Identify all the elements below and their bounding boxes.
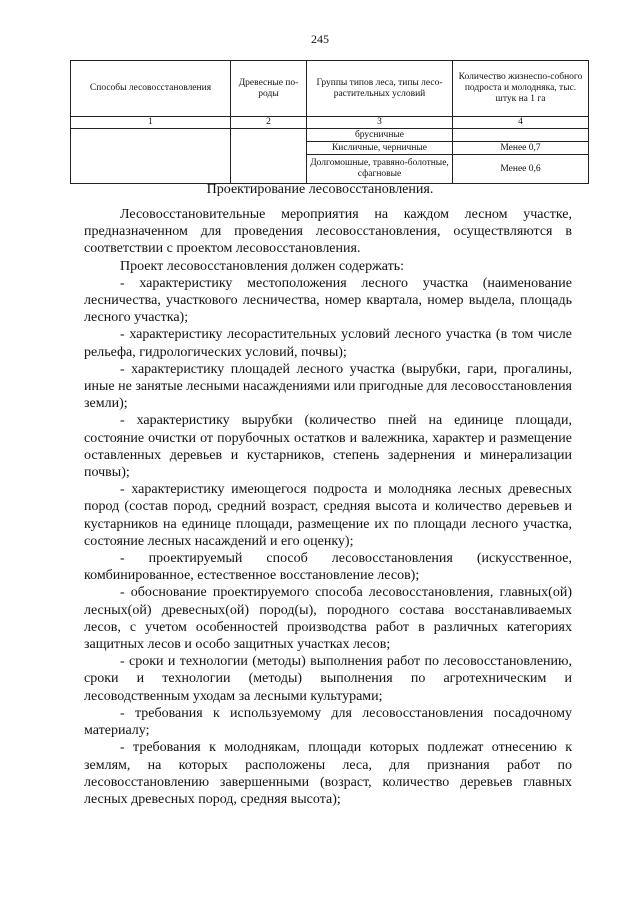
table-cell-count [453,129,589,142]
list-item: - требования к молоднякам, площади которых подлежат отнесению к землям, на которых расположены леса, для признания работ по лесовосстановлению завершенными (возраст, количество деревьев главных лесных древесных пород, средняя высота); [84,740,572,807]
document-body [84,206,572,808]
column-number: 2 [231,117,307,129]
column-number: 4 [453,117,589,129]
table-row [71,129,589,142]
table-cell-count: Менее 0,7 [453,142,589,155]
paragraph: Лесовосстановительные мероприятия на каждом лесном участке, предназначенном для проведения лесовосстановления, осуществляются в соответствии с проектом лесовосстановления. [84,207,572,257]
table-cell-empty [71,129,231,184]
list-item: - обоснование проектируемого способа лесовосстановления, главных(ой) лесных(ой) древесных(ой) пород(ы), породного состава восстанавливаемых лесов, с учетом особенностей производства работ в различных категориях защитных лесов и особо защитных участках лесов; [84,585,572,653]
table-cell-count: Менее 0,6 [453,155,589,184]
reforestation-table [70,60,589,184]
header-undergrowth-count: Количество жизнеспо-собного подроста и молодняка, тыс. штук на 1 га [453,61,589,117]
list-item: - требования к используемому для лесовосстановления посадочному материалу; [84,705,572,739]
list-item: - характеристику площадей лесного участка (вырубки, гари, прогалины, иные не занятые лесными насаждениями или пригодные для лесовосстановления земли); [84,361,572,412]
table-cell-empty [231,129,307,184]
table-column-numbers-row [71,117,589,129]
header-species: Древесные по-роды [231,61,307,117]
list-item: - характеристику вырубки (количество пней на единице площади, состояние очистки от порубочных остатков и валежника, характер и размещение оставленных деревьев и кустарников, степень задернения и минерализации почвы); [84,413,572,481]
list-item: - характеристику имеющегося подроста и молодняка лесных древесных пород (состав пород, средний возраст, средняя высота и количество деревьев и кустарников на единице площади, размещение их по площади лесного участка, состояние лесных насаждений и его оценку); [84,482,572,549]
page-number: 245 [311,32,329,46]
column-number: 3 [307,117,453,129]
list-item: - сроки и технологии (методы) выполнения работ по лесовосстановлению, сроки и технологии (методы) выполнения по агротехническим и лесоводственным уходам за лесными культурами; [84,654,572,704]
column-number: 1 [71,117,231,129]
list-item: - проектируемый способ лесовосстановления (искусственное, комбинированное, естественное восстановление лесов); [84,551,572,584]
header-forest-types: Группы типов леса, типы лесо-растительных условий [307,61,453,117]
table-cell-forest-type: брусничные [307,129,453,142]
table-cell-forest-type: Долгомошные, травяно-болотные, сфагновые [307,155,453,184]
paragraph: Проект лесовосстановления должен содержать: [120,258,405,274]
list-item: - характеристику лесорастительных условий лесного участка (в том числе рельефа, гидрологических условий, почвы); [84,327,572,360]
table-cell-forest-type: Кисличные, черничные [307,142,453,155]
table-header-row [71,61,589,117]
header-methods: Способы лесовосстановления [71,61,231,117]
section-title: Проектирование лесовосстановления. [206,182,434,197]
list-item: - характеристику местоположения лесного участка (наименование лесничества, участкового лесничества, номер квартала, номер выдела, площадь лесного участка); [84,275,572,326]
